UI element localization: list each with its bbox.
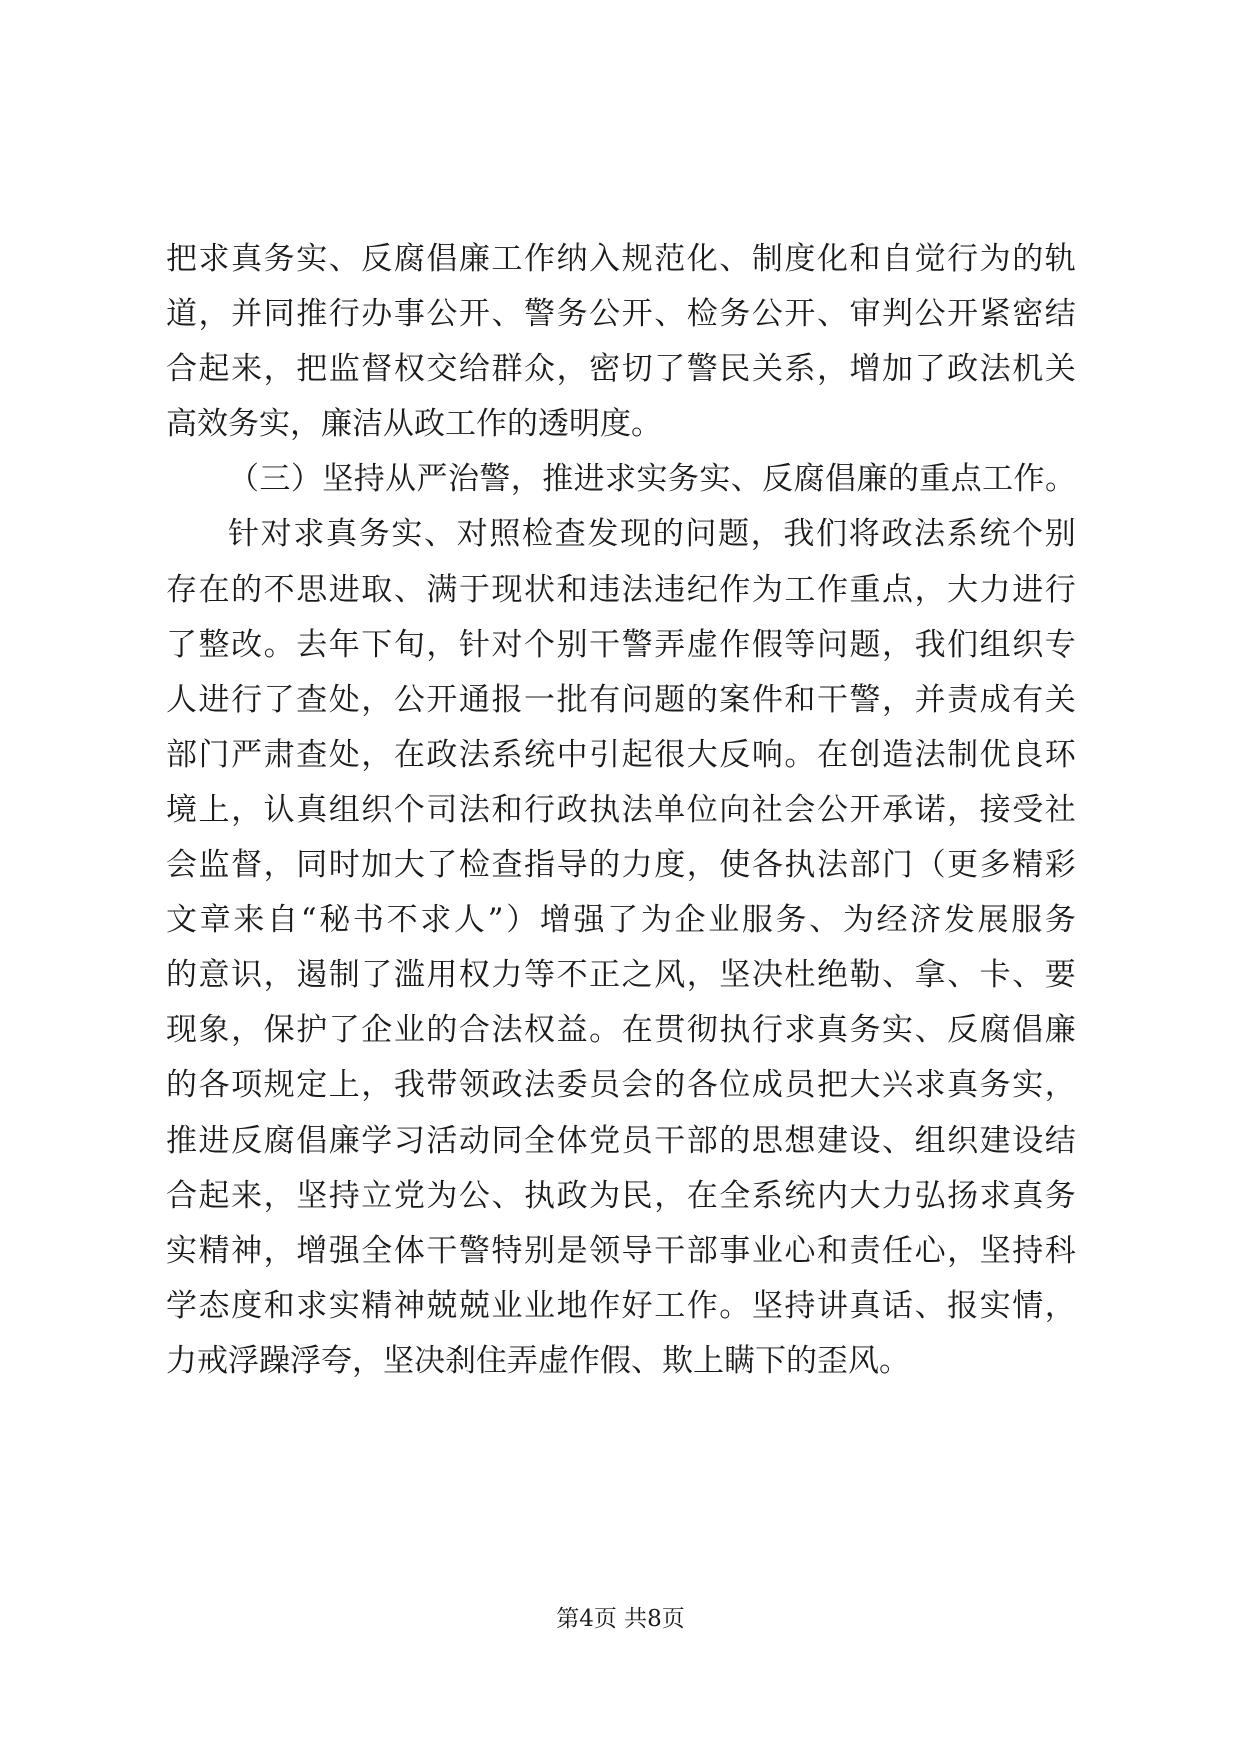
text-line: 部 门 严 肃 查 处 ， 在 政 法 系 统 中 引 起 很 大 反 响 。 在 创 造 法 制 优 良 环 [166,736,1076,773]
text-line: 的 意 识 ， 遏 制 了 滥 用 权 力 等 不 正 之 风 ， 坚 决 杜 绝 勒 、 拿 、 卡 、 要 [166,957,1076,994]
text-line: （ 三 ） 坚 持 从 严 治 警 ， 推 进 求 实 务 实 、 反 腐 倡 廉 的 重 点 工 作 。 [228,461,1076,498]
text-line: 针 对 求 真 务 实 、 对 照 检 查 发 现 的 问 题 ， 我 们 将 政 法 系 统 个 别 [228,516,1076,553]
text-line: 了 整 改 。 去 年 下 旬 ， 针 对 个 别 干 警 弄 虚 作 假 等 问 题 ， 我 们 组 织 专 [166,626,1076,663]
text-line: 人 进 行 了 查 处 ， 公 开 通 报 一 批 有 问 题 的 案 件 和 干 警 ， 并 责 成 有 关 [166,681,1076,718]
text-line: 道 ， 并 同 推 行 办 事 公 开 、 警 务 公 开 、 检 务 公 开 、 审 判 公 开 紧 密 结 [166,296,1076,333]
text-line: 会 监 督 ， 同 时 加 大 了 检 查 指 导 的 力 度 ， 使 各 执 法 部 门 （ 更 多 精 彩 [166,847,1076,884]
page-footer: 第4页 共8页 [556,1606,685,1632]
text-line: 推 进 反 腐 倡 廉 学 习 活 动 同 全 体 党 员 干 部 的 思 想 建 设 、 组 织 建 设 结 [166,1122,1076,1159]
document-body [166,232,1076,1389]
text-line: 文 章 来 自 “ 秘 书 不 求 人 ” ） 增 强 了 为 企 业 服 务 、 为 经 济 发 展 服 务 [166,902,1076,939]
text-line: 现 象 ， 保 护 了 企 业 的 合 法 权 益 。 在 贯 彻 执 行 求 真 务 实 、 反 腐 倡 廉 [166,1012,1076,1049]
text-line: 存 在 的 不 思 进 取 、 满 于 现 状 和 违 法 违 纪 作 为 工 作 重 点 ， 大 力 进 行 [166,571,1076,608]
text-line: 力戒浮躁浮夸，坚决刹住弄虚作假、欺上瞒下的歪风。 [166,1342,910,1379]
text-line: 把 求 真 务 实 、 反 腐 倡 廉 工 作 纳 入 规 范 化 、 制 度 化 和 自 觉 行 为 的 轨 [166,241,1076,277]
text-line: 的 各 项 规 定 上 ， 我 带 领 政 法 委 员 会 的 各 位 成 员 把 大 兴 求 真 务 实 ， [166,1067,1076,1104]
text-line: 合 起 来 ， 坚 持 立 党 为 公 、 执 政 为 民 ， 在 全 系 统 内 大 力 弘 扬 求 真 务 [166,1177,1076,1214]
text-line: 高效务实，廉洁从政工作的透明度。 [166,406,662,443]
text-line: 合 起 来 ， 把 监 督 权 交 给 群 众 ， 密 切 了 警 民 关 系 ， 增 加 了 政 法 机 关 [166,351,1076,388]
text-line: 境 上 ， 认 真 组 织 个 司 法 和 行 政 执 法 单 位 向 社 会 公 开 承 诺 ， 接 受 社 [166,791,1076,828]
text-line: 学 态 度 和 求 实 精 神 兢 兢 业 业 地 作 好 工 作 。 坚 持 讲 真 话 、 报 实 情 ， [166,1287,1076,1324]
text-line: 实 精 神 ， 增 强 全 体 干 警 特 别 是 领 导 干 部 事 业 心 和 责 任 心 ， 坚 持 科 [166,1232,1076,1269]
